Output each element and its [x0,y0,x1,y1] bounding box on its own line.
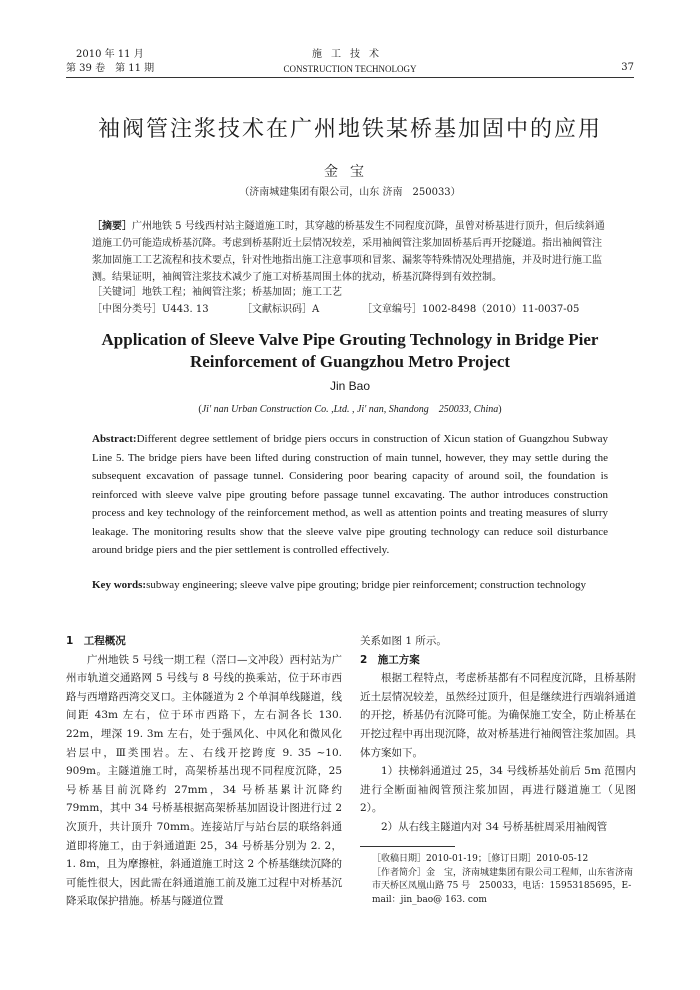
affiliation-en-text: Ji' nan Urban Construction Co. ,Ltd. , Ji' nan, Shandong 250033, China [201,404,499,415]
section-1-paragraph-continued: 关系如图 1 所示。 [360,635,447,647]
paper-title-en: Application of Sleeve Valve Pipe Grouting Technology in Bridge Pier Reinforcement of Guangzhou Metro Project [101,330,599,371]
abstract-cn [92,218,608,286]
author-name-en: Jin Bao [329,379,371,393]
doc-code [242,302,319,318]
paper-title-cn: 袖阀管注浆技术在广州地铁某桥基加固中的应用 [97,117,602,142]
keywords-cn-text: 地铁工程；袖阀管注浆；桥基加固；施工工艺 [142,287,342,298]
abstract-en-text: Different degree settlement of bridge piers occurs in construction of Xicun station of Guangzhou Subway Line 5. The bridge piers have been lifted during construction of main tunnel, however, they may settle during the subsequent excavation of passage tunnel. Considering poor bearing capacity of around soil, the foundation is reinforced with sleeve valve pipe grouting before passage tunnel excavating. The author introduces construction process and key technology of the reinforcement method, as well as attention points and treating measures of slurry leakage. The monitoring results show that the sleeve valve pipe grouting technology can reduce soil disturbance around bridge piers and the pier settlement is controlled effectively. [92,433,608,556]
issue-date: 2010 年 11 月 [76,49,144,60]
keywords-en-label: Key words: [92,579,147,591]
author-name-cn: 金宝 [324,164,376,180]
art-label: ［文章编号］ [362,304,422,315]
clc-value: U443. 13 [162,304,209,315]
affiliation-cn: （济南城建集团有限公司，山东 济南 250033） [239,187,461,198]
section-1-paragraph: 广州地铁 5 号线一期工程（滘口—文冲段）西村站为广州市轨道交通路网 5 号线与 8 号线的换乘站，位于环市西路与西增路西湾交叉口。主体隧道为 2 个单洞单线隧道，线间距 43m 左右，位于环市西路下，左右洞各长 130. 22m，埋深 19. 3m 左右，处于强风化、中风化和微风化岩层中，Ⅲ类围岩。左、右线开挖跨度 9. 35 ~10. 909m。主隧道施工时，高架桥基出现不同程度沉降，25 号桥基目前沉降约 27mm，34 号桥基累计沉降约 79mm，其中 34 号桥基根据高架桥基加固设计图进行过 2 次顶升，共计顶升 70mm。连接站厅与站台层的联络斜通道即将施工，由于斜通道距 25，34 号桥基分别为 2. 2，1. 8m，且为摩擦桩，斜通道施工时这 2 个桥基继续沉降的可能性很大，因此需在斜通道施工前及施工过程中对桥基沉降采取保护措施。桥基与隧道位置 [66,653,342,908]
affiliation-en: (Ji' nan Urban Construction Co. ,Ltd. , Ji' nan, Shandong 250033, China) [198,404,502,415]
section-2-item-2: 2）从右线主隧道内对 34 号桥基桩周采用袖阀管 [381,820,608,833]
footnote-dates: ［收稿日期］2010-01-19；［修订日期］2010-05-12 [372,854,589,864]
body-column-right [360,632,636,837]
art-value: 1002-8498（2010）11-0037-05 [422,304,580,315]
page-number: 37 [621,62,634,73]
abstract-cn-label: ［摘要］ [92,221,132,232]
keywords-cn-label: ［关键词］ [92,287,142,298]
abstract-en-label: Abstract: [92,433,137,445]
keywords-en [92,576,608,594]
article-number [362,302,579,318]
section-2-paragraph: 根据工程特点，考虑桥基都有不同程度沉降，且桥基附近土层情况较差，虽然经过顶升，但是继续进行西端斜通道的开挖，桥基仍有沉降可能。为确保施工安全，防止桥基在开挖过程中再出现沉降，故对桥基进行袖阀管注浆加固。具体方案如下。 [360,672,636,759]
footnote [372,853,640,907]
running-header-center [0,48,700,76]
journal-name-cn: 施工技术 [312,49,388,60]
clc-label: ［中图分类号］ [92,304,162,315]
volume-issue: 第 39 卷 第 11 期 [66,63,155,74]
footnote-divider [360,846,455,847]
clc-code [92,302,209,318]
body-column-left [66,632,342,911]
doc-label: ［文献标识码］ [242,304,312,315]
abstract-en [92,430,608,560]
header-divider [66,77,634,78]
journal-name-en: CONSTRUCTION TECHNOLOGY [283,64,417,74]
abstract-cn-text: 广州地铁 5 号线西村站主隧道施工时，其穿越的桥基发生不同程度沉降，虽曾对桥基进行顶升，但后续斜通道施工仍可能造成桥基沉降。考虑到桥基附近土层情况较差，采用袖阀管注浆加固桥基后再开挖隧道。指出袖阀管注浆加固施工工艺流程和技术要点，针对性地指出施工注意事项和冒浆、漏浆等特殊情况处理措施，并及时进行施工监测。结果证明，袖阀管注浆技术减少了施工对桥基周围土体的扰动，桥基沉降得到有效控制。 [92,221,605,283]
footnote-author-bio: ［作者简介］金 宝，济南城建集团有限公司工程师，山东省济南市天桥区凤凰山路 75 号 250033，电话：15953185695，E-mail：jin_bao@ 163. com [372,867,634,905]
doc-value: A [312,304,320,315]
keywords-cn [92,285,608,301]
section-2-heading: 2 施工方案 [360,653,420,666]
section-1-heading: 1 工程概况 [66,635,126,647]
section-2-item-1: 1）扶梯斜通道过 25，34 号线桥基处前后 5m 范围内进行全断面袖阀管预注浆加固，再进行隧道施工（见图 2）。 [360,765,636,815]
keywords-en-text: subway engineering; sleeve valve pipe grouting; bridge pier reinforcement; construction technology [146,579,586,591]
